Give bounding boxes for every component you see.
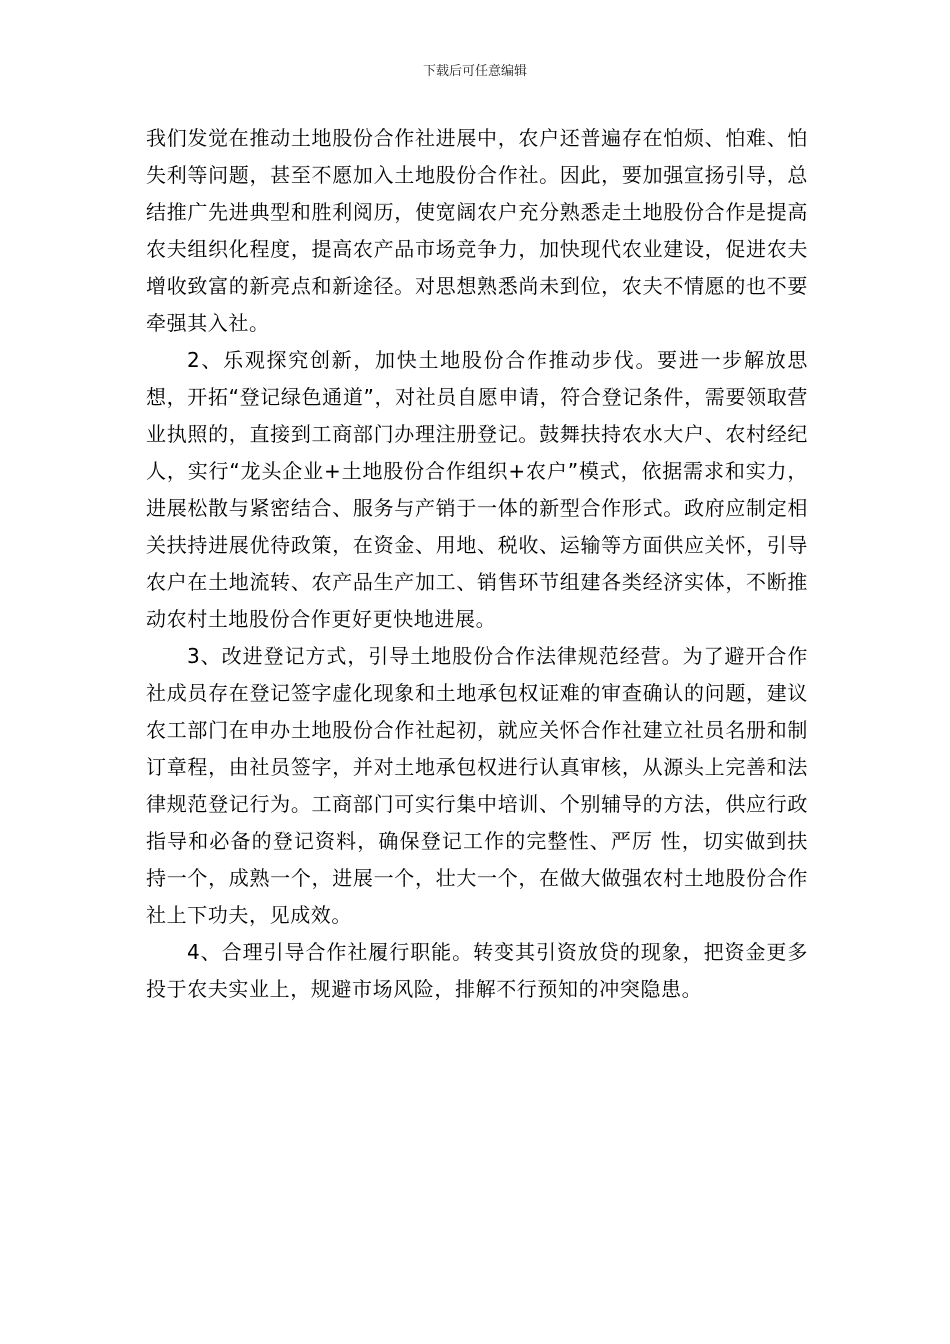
paragraph-item-3: 3、改进登记方式，引导土地股份合作法律规范经营。为了避开合作社成员存在登记签字虚化现象和土地承包权证难的审查确认的问题，建议农工部门在申办土地股份合作社起初，就应关怀合作社建立社员名册和制订章程，由社员签字，并对土地承包权进行认真审核，从源头上完善和法律规范登记行为。工商部门可实行集中培训、个别辅导的方法，供应行政指导和必备的登记资料，确保登记工作的完整性、严厉 性，切实做到扶持一个，成熟一个，进展一个，壮大一个，在做大做强农村土地股份合作社上下功夫，见成效。 xyxy=(146,644,808,927)
paragraph-item-4: 4、合理引导合作社履行职能。转变其引资放贷的现象，把资金更多投于农夫实业上，规避市场风险，排解不行预知的冲突隐患。 xyxy=(146,940,808,1001)
paragraph-intro: 我们发觉在推动土地股份合作社进展中，农户还普遍存在怕烦、怕难、怕失利等问题，甚至不愿加入土地股份合作社。因此，要加强宣扬引导，总结推广先进典型和胜利阅历，使宽阔农户充分熟悉走土地股份合作是提高农夫组织化程度，提高农产品市场竞争力，加快现代农业建设，促进农夫增收致富的新亮点和新途径。对思想熟悉尚未到位，农夫不情愿的也不要牵强其入社。 xyxy=(146,126,808,335)
document-body xyxy=(146,120,808,1008)
page-header-note: 下载后可任意编辑 xyxy=(422,64,527,79)
paragraph-item-2: 2、乐观探究创新，加快土地股份合作推动步伐。要进一步解放思想，开拓“登记绿色通道”，对社员自愿申请，符合登记条件，需要领取营业执照的，直接到工商部门办理注册登记。鼓舞扶持农水大户、农村经纪人，实行“龙头企业+土地股份合作组织+农户”模式，依据需求和实力，进展松散与紧密结合、服务与产销于一体的新型合作形式。政府应制定相关扶持进展优待政策，在资金、用地、税收、运输等方面供应关怀，引导农户在土地流转、农产品生产加工、销售环节组建各类经济实体，不断推动农村土地股份合作更好更快地进展。 xyxy=(146,348,808,631)
